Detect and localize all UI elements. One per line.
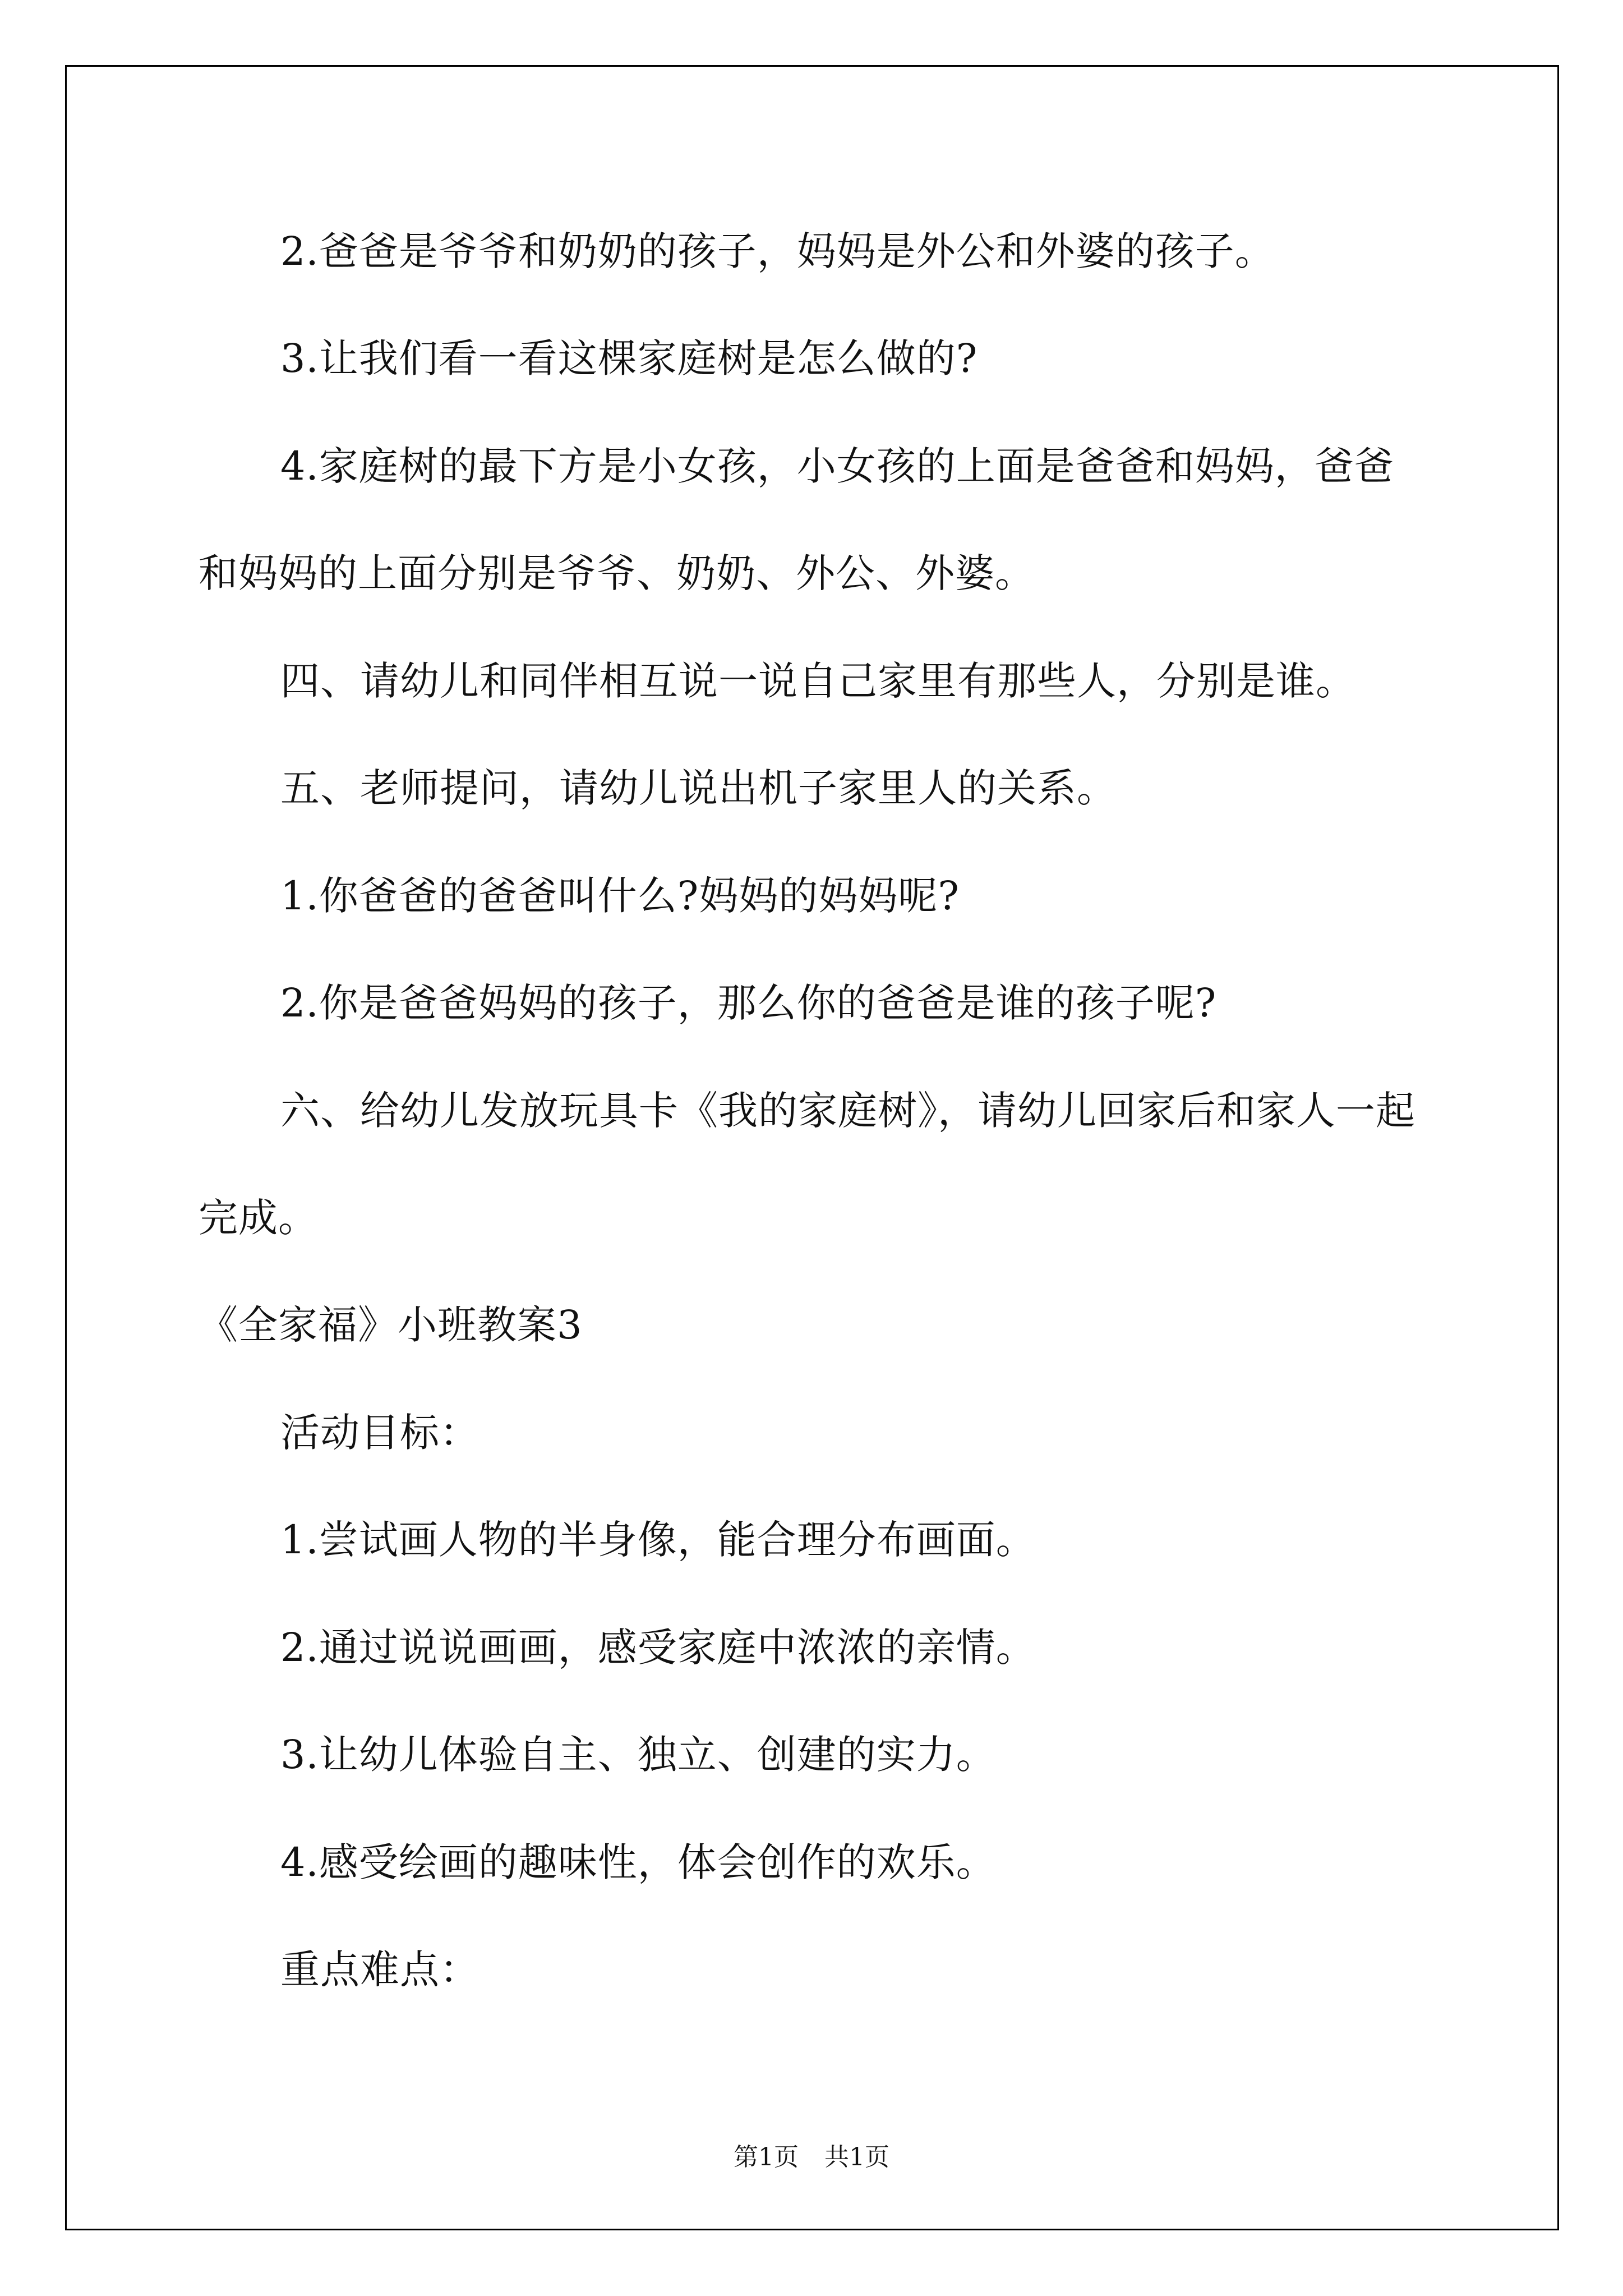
page-border (65, 65, 1559, 2230)
paragraph-line: 重点难点： (280, 1947, 479, 1993)
paragraph-line: 4.家庭树的最下方是小女孩，小女孩的上面是爸爸和妈妈，爸爸 (280, 443, 1394, 489)
page-footer (0, 2141, 1623, 2174)
paragraph-line: 3.让幼儿体验自主、独立、创建的实力。 (280, 1732, 996, 1778)
paragraph-line: 2.你是爸爸妈妈的孩子，那么你的爸爸是谁的孩子呢? (280, 980, 1217, 1026)
page-number: 第1页 (734, 2143, 799, 2171)
paragraph-line: 和妈妈的上面分别是爷爷、奶奶、外公、外婆。 (199, 550, 1035, 596)
paragraph-line: 2.爸爸是爷爷和奶奶的孩子，妈妈是外公和外婆的孩子。 (280, 228, 1275, 274)
paragraph-line: 五、老师提问，请幼儿说出机子家里人的关系。 (280, 765, 1117, 811)
section-heading: 《全家福》小班教案3 (199, 1302, 583, 1348)
paragraph-line: 1.尝试画人物的半身像，能合理分布画面。 (280, 1517, 1036, 1563)
paragraph-line: 3.让我们看一看这棵家庭树是怎么做的? (280, 335, 978, 381)
page-count: 共1页 (824, 2143, 889, 2171)
paragraph-line: 四、请幼儿和同伴相互说一说自己家里有那些人，分别是谁。 (280, 658, 1355, 704)
paragraph-line: 完成。 (199, 1195, 318, 1241)
paragraph-line: 4.感受绘画的趣味性，体会创作的欢乐。 (280, 1839, 996, 1885)
paragraph-line: 2.通过说说画画，感受家庭中浓浓的亲情。 (280, 1625, 1036, 1671)
paragraph-line: 活动目标： (280, 1410, 479, 1456)
paragraph-line: 六、给幼儿发放玩具卡《我的家庭树》，请幼儿回家后和家人一起 (280, 1088, 1415, 1134)
paragraph-line: 1.你爸爸的爸爸叫什么?妈妈的妈妈呢? (280, 873, 960, 919)
